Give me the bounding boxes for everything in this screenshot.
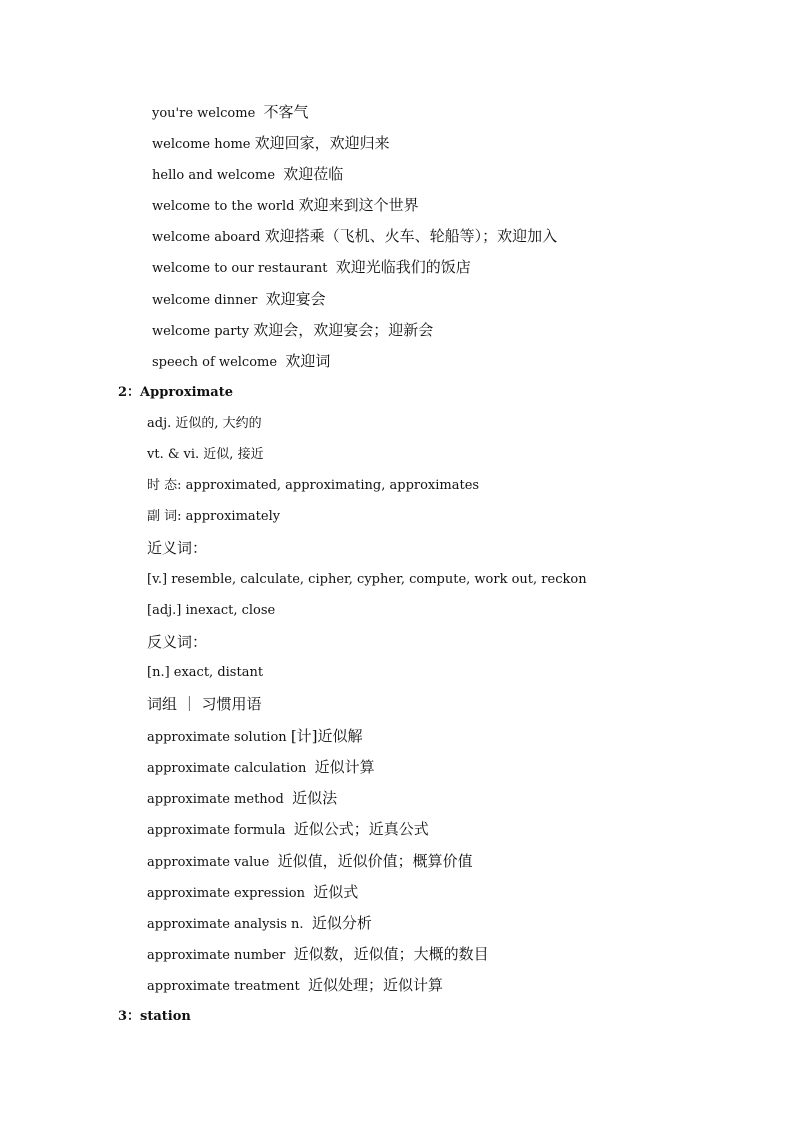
phrase-en: approximate treatment xyxy=(147,979,300,994)
phrase-zh: 近似法 xyxy=(292,789,338,807)
definition-line: [v.] resemble, calculate, cipher, cypher, compute, work out, reckon xyxy=(147,572,587,587)
phrase-zh: 近似分析 xyxy=(311,914,372,932)
definition-line: 词组 ｜ 习惯用语 xyxy=(147,695,262,713)
phrase-en: welcome to the world xyxy=(152,199,295,214)
phrase-en: approximate expression xyxy=(147,886,306,901)
phrase-line xyxy=(152,134,390,154)
phrase-line xyxy=(152,352,330,372)
phrase-zh: 近似值，近似价值；概算价值 xyxy=(277,852,473,870)
phrase-en: welcome dinner xyxy=(152,293,258,308)
phrase-zh: [计]近似解 xyxy=(290,727,363,745)
phrase-en: approximate value xyxy=(147,855,270,870)
phrase-en: approximate solution xyxy=(147,730,287,745)
phrase-en: welcome party xyxy=(152,324,250,339)
phrase-zh: 近似数，近似值；大概的数目 xyxy=(293,945,489,963)
phrase-line xyxy=(152,165,343,185)
phrase-en: approximate method xyxy=(147,792,284,807)
phrase-en: approximate formula xyxy=(147,823,286,838)
phrase-line xyxy=(152,103,309,123)
phrase-zh: 近似式 xyxy=(313,883,359,901)
phrase-zh: 欢迎来到这个世界 xyxy=(298,196,419,214)
definition-line: adj. 近似的, 大约的 xyxy=(147,416,262,431)
phrase-en: hello and welcome xyxy=(152,168,276,183)
phrase-zh: 欢迎光临我们的饭店 xyxy=(335,258,471,276)
definition-line: vt. & vi. 近似, 接近 xyxy=(147,447,264,462)
phrase-line xyxy=(152,321,433,341)
phrase-en: welcome aboard xyxy=(152,230,261,245)
section-number: 3： xyxy=(118,1009,141,1024)
section-heading xyxy=(118,384,233,402)
phrase-line xyxy=(152,290,326,310)
phrase-line xyxy=(147,945,489,965)
definition-line: 时 态: approximated, approximating, approximates xyxy=(147,478,480,493)
section-word: station xyxy=(140,1009,191,1024)
phrase-line xyxy=(147,789,337,809)
phrase-en: speech of welcome xyxy=(152,355,278,370)
phrase-zh: 近似计算 xyxy=(314,758,375,776)
phrase-line xyxy=(147,820,429,840)
phrase-line xyxy=(147,883,358,903)
section-number: 2： xyxy=(118,385,141,400)
phrase-zh: 欢迎搭乘（飞机、火车、轮船等）；欢迎加入 xyxy=(264,227,558,245)
phrase-en: approximate calculation xyxy=(147,761,307,776)
phrase-line xyxy=(147,914,372,934)
phrase-line xyxy=(152,227,557,247)
phrase-line xyxy=(147,852,473,872)
phrase-en: you're welcome xyxy=(152,106,256,121)
phrase-line xyxy=(147,727,363,747)
phrase-line xyxy=(147,758,375,778)
definition-line: [n.] exact, distant xyxy=(147,665,264,680)
definition-line: [adj.] inexact, close xyxy=(147,603,276,618)
phrase-zh: 欢迎莅临 xyxy=(283,165,344,183)
phrase-en: approximate analysis n. xyxy=(147,917,304,932)
definition-line: 反义词： xyxy=(147,633,208,651)
phrase-line xyxy=(152,258,471,278)
phrase-zh: 欢迎会，欢迎宴会；迎新会 xyxy=(253,321,434,339)
phrase-en: welcome home xyxy=(152,137,251,152)
phrase-en: welcome to our restaurant xyxy=(152,261,328,276)
phrase-zh: 近似处理；近似计算 xyxy=(308,976,444,994)
definition-line: 近义词： xyxy=(147,539,208,557)
phrase-zh: 近似公式；近真公式 xyxy=(293,820,429,838)
phrase-zh: 不客气 xyxy=(263,103,309,121)
phrase-line xyxy=(147,976,443,996)
section-heading xyxy=(118,1008,191,1026)
phrase-zh: 欢迎词 xyxy=(285,352,331,370)
definition-line: 副 词: approximately xyxy=(147,509,281,524)
phrase-en: approximate number xyxy=(147,948,286,963)
phrase-line xyxy=(152,196,419,216)
phrase-zh: 欢迎宴会 xyxy=(265,290,326,308)
phrase-zh: 欢迎回家，欢迎归来 xyxy=(254,134,390,152)
section-word: Approximate xyxy=(140,385,233,400)
